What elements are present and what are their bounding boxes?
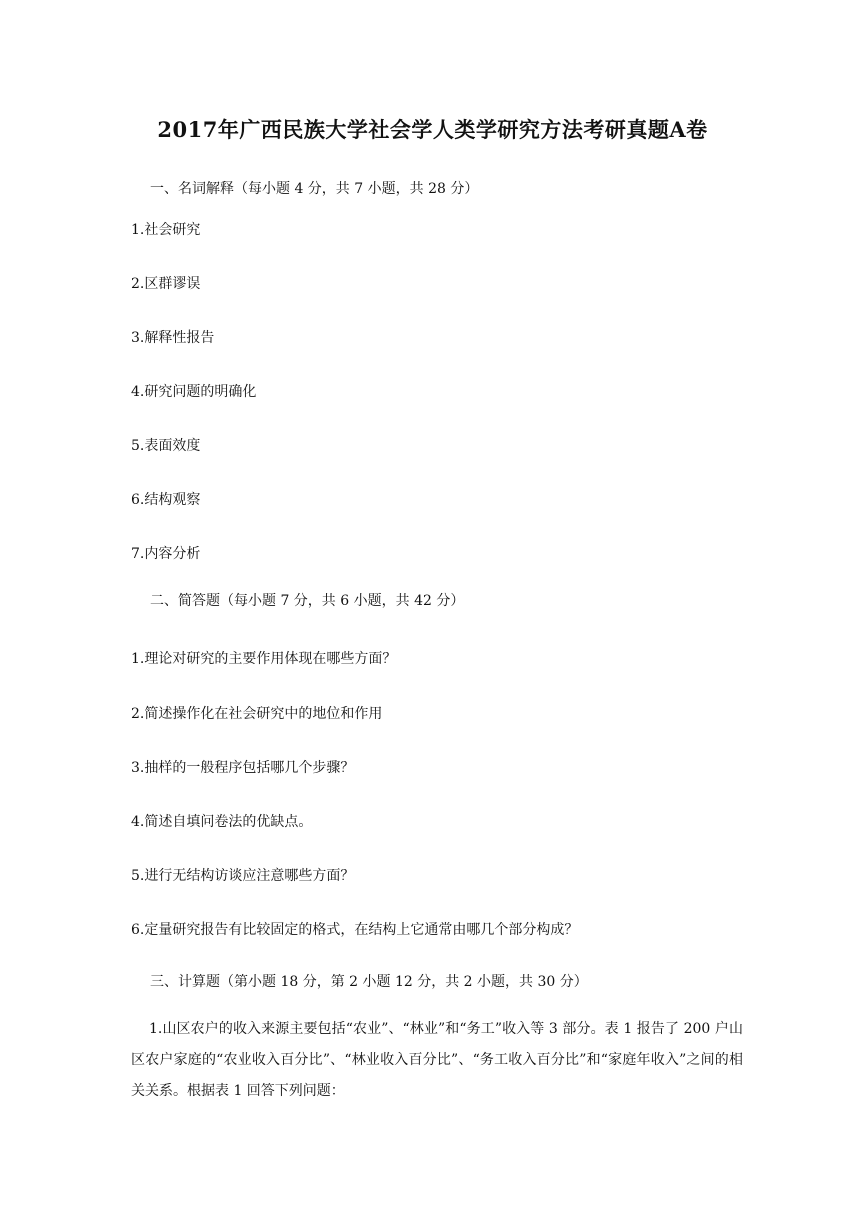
section-heading-1: 一、名词解释（每小题 4 分，共 7 小题，共 28 分） (150, 181, 479, 197)
list-item: 2.区群谬误 (131, 276, 201, 292)
question-text: 1.山区农户的收入来源主要包括“农业”、“林业”和“务工”收入等 3 部分。表 1 报告了 200 户山区农户家庭的“农业收入百分比”、“林业收入百分比”、“务工收入百分比”和“家庭年收入”之间的相关关系。根据表 1 回答下列问题： (131, 1021, 743, 1099)
list-item: 4.简述自填问卷法的优缺点。 (131, 814, 313, 830)
list-item: 2.简述操作化在社会研究中的地位和作用 (131, 706, 383, 722)
list-item: 6.定量研究报告有比较固定的格式，在结构上它通常由哪几个部分构成？ (131, 922, 579, 938)
document-title: 2017年广西民族大学社会学人类学研究方法考研真题A卷 (157, 117, 708, 142)
list-item: 1.理论对研究的主要作用体现在哪些方面？ (131, 651, 397, 667)
list-item: 7.内容分析 (131, 546, 201, 562)
list-item: 3.解释性报告 (131, 330, 215, 346)
list-item: 4.研究问题的明确化 (131, 384, 257, 400)
list-item: 3.抽样的一般程序包括哪几个步骤？ (131, 760, 355, 776)
section-heading-2: 二、简答题（每小题 7 分，共 6 小题，共 42 分） (150, 593, 465, 609)
list-item: 5.表面效度 (131, 438, 201, 454)
list-item: 5.进行无结构访谈应注意哪些方面？ (131, 868, 355, 884)
section-heading-3: 三、计算题（第小题 18 分，第 2 小题 12 分，共 2 小题，共 30 分） (150, 974, 588, 990)
list-item: 1.社会研究 (131, 222, 201, 238)
question-paragraph (131, 1014, 743, 1107)
list-item: 6.结构观察 (131, 492, 201, 508)
